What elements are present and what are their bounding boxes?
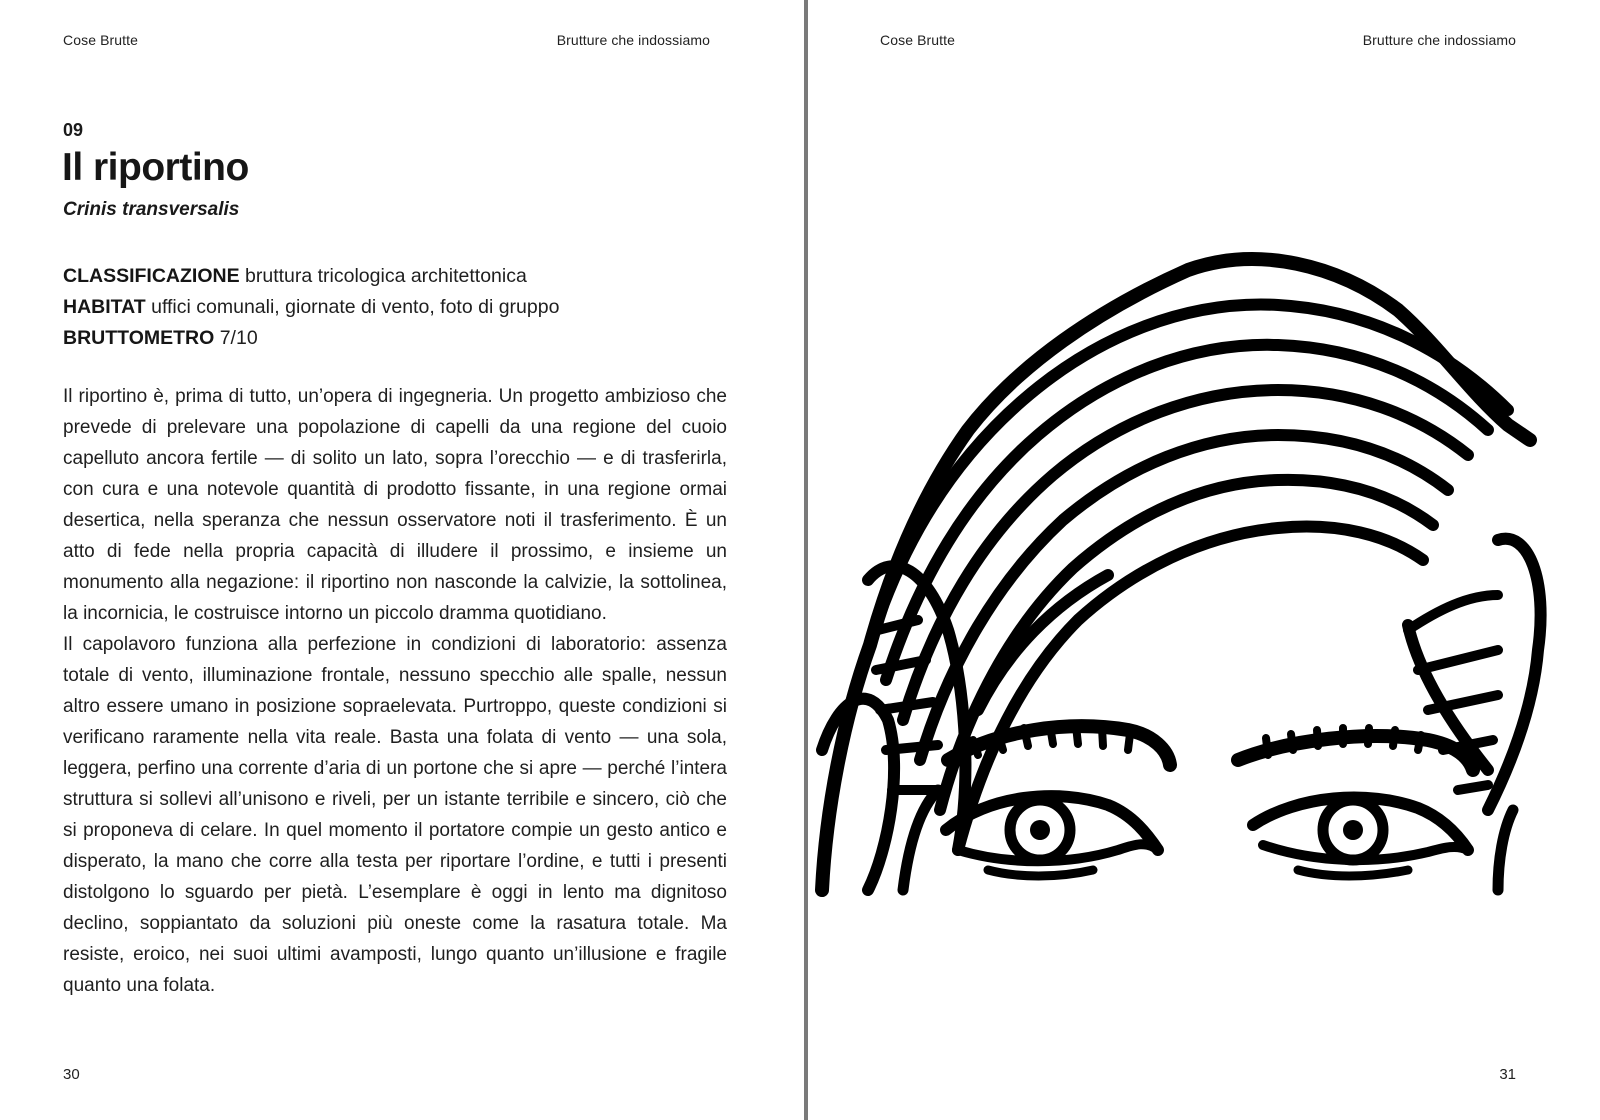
entry-title: Il riportino: [62, 146, 249, 189]
eye-right-lash: [1298, 870, 1408, 876]
body-paragraph: Il riportino è, prima di tutto, un’opera di ingegneria. Un progetto ambizioso che prevede di prelevare una popolazione di capelli da una regione del cuoio capelluto ancora fertile — di solito un lato, sopra l’orecchio — e di trasferirla, con cura e una notevole quantità di prodotto fissante, in una regione ormai desertica, nella speranza che nessun osservatore noti il trasferimento. È un atto di fede nella propria capacità di illudere il prossimo, e insieme un monumento alla negazione: il riportino non nasconde la calvizie, la sottolinea, la incornicia, le costruisce intorno un piccolo dramma quotidiano.: [63, 386, 727, 624]
eyebrow-left: [948, 726, 1170, 765]
side-tuft-right: [1488, 539, 1541, 810]
page-number: 31: [1499, 1066, 1516, 1083]
hair-strand: [920, 435, 1448, 760]
meta-key: HABITAT: [63, 296, 146, 318]
face-edge-left: [903, 790, 938, 890]
meta-bruttometro: [63, 323, 559, 354]
running-head-book-title: Cose Brutte: [63, 32, 139, 48]
pupil-left: [1030, 820, 1050, 840]
meta-habitat: [63, 292, 559, 323]
face-edge-right: [1498, 810, 1513, 890]
eyebrow-right: [1238, 736, 1473, 770]
pupil-right: [1343, 820, 1363, 840]
running-head-chapter-title: Brutture che indossiamo: [556, 32, 710, 48]
page-number: 30: [63, 1066, 80, 1083]
eye-left-lash: [988, 870, 1093, 876]
meta-value: 7/10: [214, 327, 258, 349]
meta-value: uffici comunali, giornate di vento, foto di gruppo: [145, 296, 560, 318]
entry-number: 09: [63, 120, 84, 140]
running-head-chapter-title: Brutture che indossiamo: [1362, 32, 1516, 48]
entry-meta: [63, 261, 559, 354]
meta-key: BRUTTOMETRO: [63, 327, 215, 349]
entry-latin-name: Crinis transversalis: [63, 199, 240, 220]
meta-classification: [63, 261, 559, 292]
comb-over-illustration: [808, 250, 1600, 910]
meta-key: CLASSIFICAZIONE: [63, 265, 240, 287]
body-paragraph: Il capolavoro funziona alla perfezione in condizioni di laboratorio: assenza totale di vento, illuminazione frontale, nessuno specchio alle spalle, nessun altro essere umano in posizione sopraelevata. Purtroppo, queste condizioni si verificano raramente nella vita reale. Basta una folata di vento — una sola, leggera, perfino una corrente d’aria di un portone che si apre — perché l’intera struttura si sollevi all’unisono e riveli, per un istante terribile e sincero, ciò che si proponeva di celare. In quel momento il portatore compie un gesto antico e disperato, la mano che corre alla testa per riportare l’ordine, e tutti i presenti distolgono lo sguardo per pietà. L’esemplare è oggi in lento ma dignitoso declino, soppiantato da soluzioni più oneste come la rasatura totale. Ma resiste, eroico, nei suoi ultimi avamposti, lungo quanto un’illusione e fragile quanto una folata.: [63, 634, 727, 996]
meta-value: bruttura tricologica architettonica: [239, 265, 527, 287]
entry-body: [63, 381, 727, 1001]
running-head-book-title: Cose Brutte: [880, 32, 956, 48]
right-page: [808, 0, 1600, 1120]
